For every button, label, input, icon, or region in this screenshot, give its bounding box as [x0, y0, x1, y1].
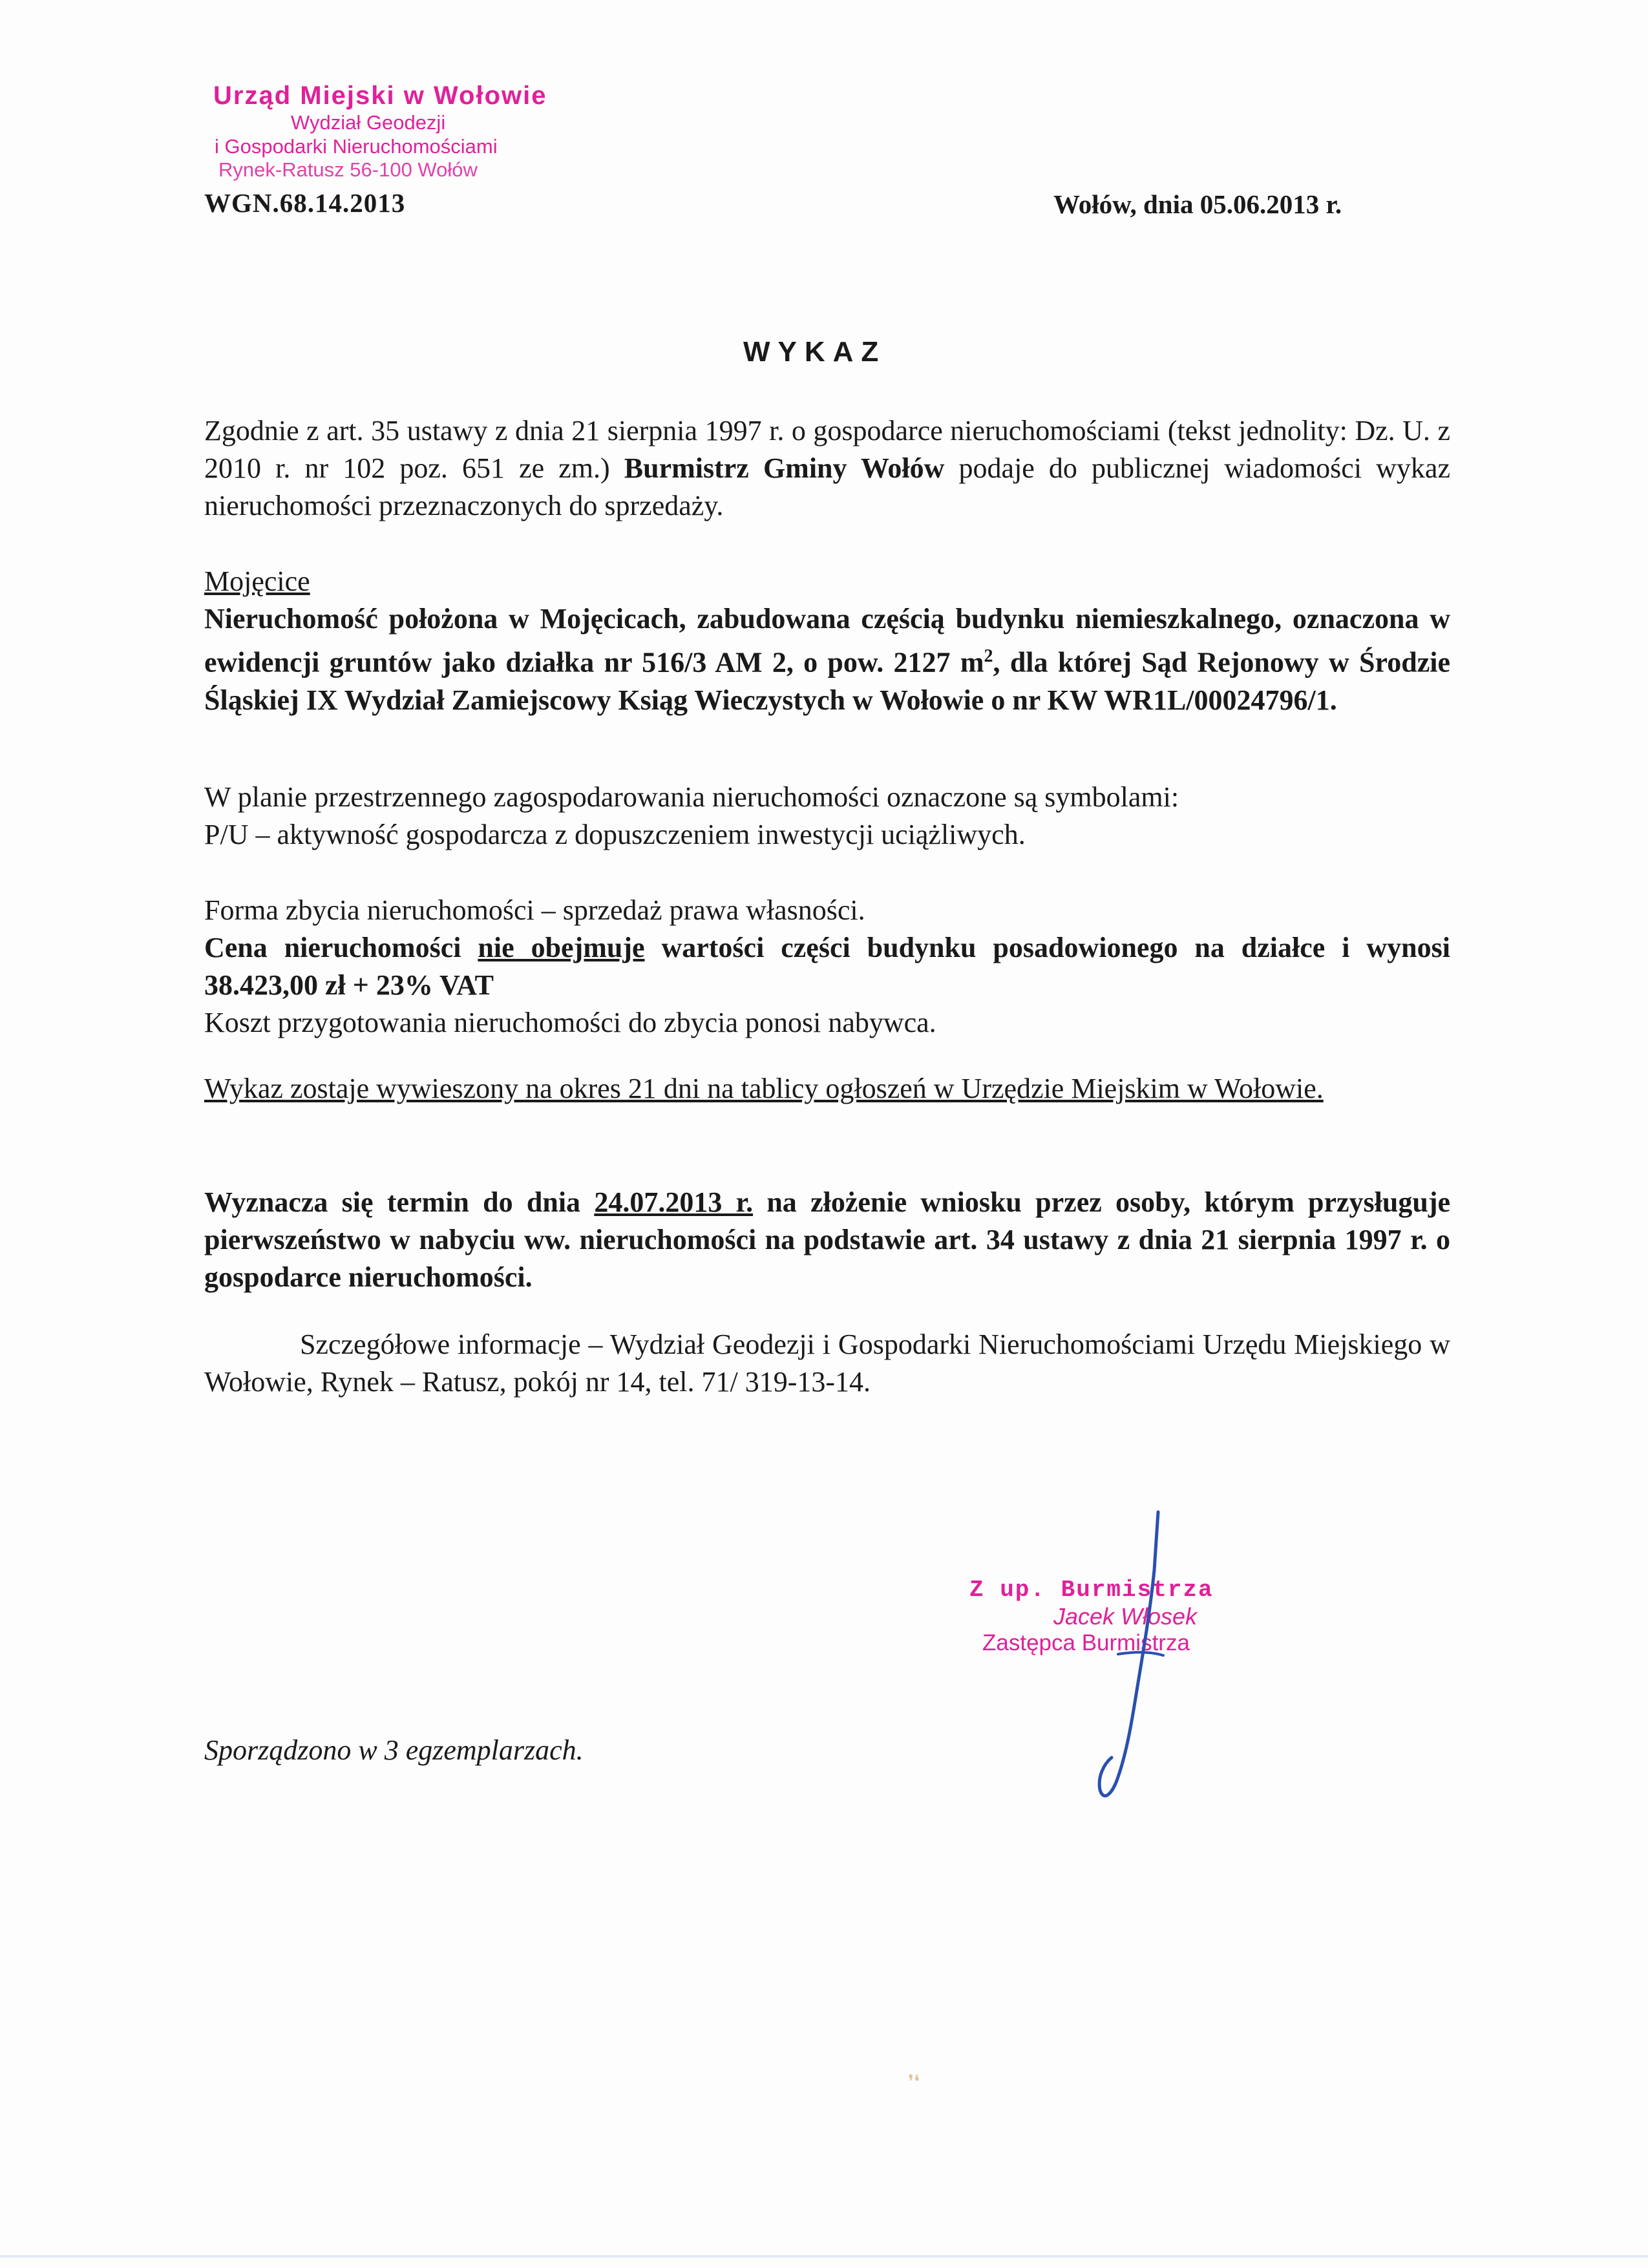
- document-date: Wołów, dnia 05.06.2013 r.: [1053, 189, 1342, 219]
- deadline-paragraph: [204, 1184, 1450, 1296]
- plan-symbol: P/U – aktywność gospodarcza z dopuszczeniem inwestycji uciążliwych.: [204, 819, 1026, 850]
- office-stamp-line: Rynek-Ratusz 56-100 Wołów: [218, 158, 478, 182]
- sale-cost: Koszt przygotowania nieruchomości do zbycia ponosi nabywca.: [204, 1007, 936, 1038]
- property-desc-part2: , dla której Sąd Rejonowy w Środzie Śląskiej IX Wydział Zamiejscowy Ksiąg Wieczystych w Wołowie o nr KW WR1L/00024796/1.: [204, 646, 1450, 716]
- property-desc-part1: Nieruchomość położona w Mojęcicach, zabudowana częścią budynku niemieszkalnego, oznaczona w ewidencji gruntów jako działka nr 516/3 AM 2, o pow. 2127 m: [204, 603, 1450, 678]
- notice-paragraph: Wykaz zostaje wywieszony na okres 21 dni na tablicy ogłoszeń w Urzędzie Miejskim w Wołowie.: [204, 1073, 1324, 1104]
- scan-smudge: ❜❛: [908, 2072, 920, 2092]
- sale-form: Forma zbycia nieruchomości – sprzedaż prawa własności.: [204, 894, 865, 926]
- signature-stamp-line: Zastępca Burmistrza: [982, 1630, 1190, 1655]
- deadline-text: Wyznacza się termin do dnia: [204, 1186, 595, 1218]
- location-heading: Mojęcice: [204, 565, 310, 597]
- signature-stamp-line: Z up. Burmistrza: [969, 1577, 1214, 1603]
- scan-edge: [0, 2255, 1648, 2258]
- office-stamp-line: Urząd Miejski w Wołowie: [213, 81, 547, 110]
- property-description: [204, 600, 1450, 719]
- property-section: [204, 563, 1450, 719]
- intro-text: Zgodnie z art. 35 ustawy z dnia 21 sierpnia 1997 r. o gospodarce nieruchomościami (tekst jednolity: Dz. U. z 2010 r. nr 102 poz. 651 ze zm.): [204, 415, 1450, 484]
- sale-price: [204, 929, 1450, 1004]
- signature-stamp-line: Jacek Włosek: [1053, 1603, 1198, 1630]
- details-paragraph: Szczegółowe informacje – Wydział Geodezji i Gospodarki Nieruchomościami Urzędu Miejskiego w Wołowie, Rynek – Ratusz, pokój nr 14, tel. 71/ 319-13-14.: [204, 1328, 1450, 1398]
- reference-number: WGN.68.14.2013: [204, 188, 406, 218]
- office-stamp: [213, 81, 627, 182]
- price-text: Cena nieruchomości: [204, 932, 478, 963]
- intro-text-end: podaje do publicznej wiadomości wykaz nieruchomości przeznaczonych do sprzedaży.: [204, 452, 1450, 521]
- price-text-end: wartości części budynku posadowionego na działce i wynosi 38.423,00 zł + 23% VAT: [204, 932, 1451, 1001]
- deadline-text-end: na złożenie wniosku przez osoby, którym przysługuje pierwszeństwo w nabyciu ww. nieruchomości na podstawie art. 34 ustawy z dnia 21 sierpnia 1997 r. o gospodarce nieruchomości.: [204, 1186, 1451, 1293]
- deadline-date: 24.07.2013 r.: [594, 1186, 754, 1218]
- plan-section: [204, 779, 1450, 854]
- office-stamp-line: Wydział Geodezji: [291, 111, 446, 134]
- plan-line: W planie przestrzennego zagospodarowania nieruchomości oznaczone są symbolami:: [204, 781, 1179, 813]
- document-title: WYKAZ: [743, 336, 887, 368]
- price-emphasis: nie obejmuje: [478, 932, 645, 963]
- intro-authority: Burmistrz Gminy Wołów: [624, 452, 945, 484]
- handwritten-signature: [1073, 1506, 1189, 1809]
- sale-section: [204, 892, 1450, 1042]
- intro-paragraph: [204, 412, 1450, 525]
- area-unit-exponent: 2: [984, 646, 993, 666]
- office-stamp-line: i Gospodarki Nieruchomościami: [215, 134, 498, 158]
- copies-note: Sporządzono w 3 egzemplarzach.: [204, 1734, 584, 1766]
